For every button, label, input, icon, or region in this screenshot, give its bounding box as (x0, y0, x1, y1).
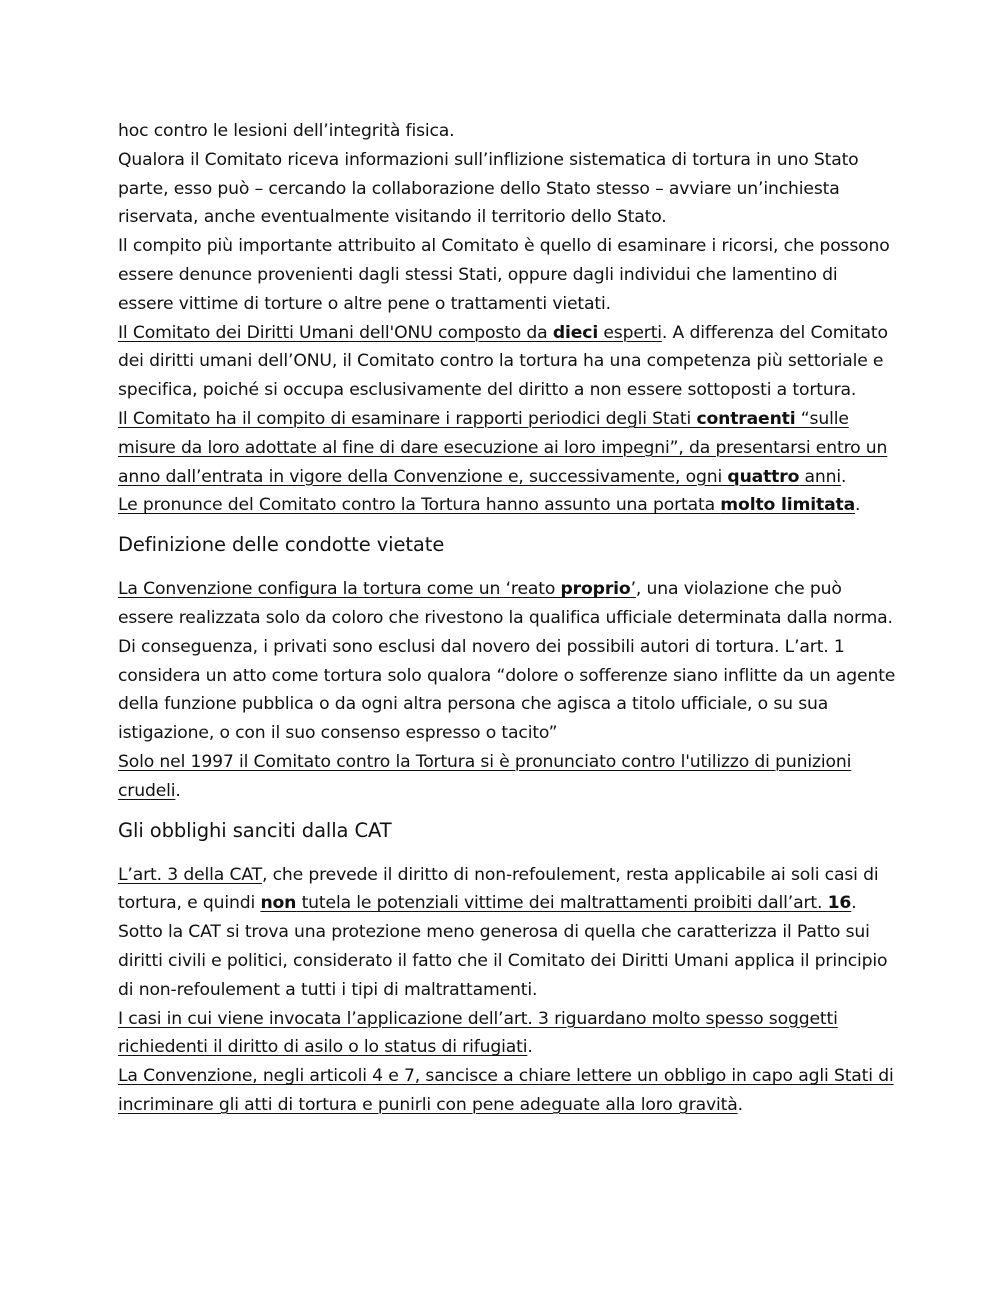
text-run: . (855, 495, 861, 516)
underlined-text: anni (799, 466, 842, 487)
paragraph (118, 1062, 898, 1120)
bold-text: dieci (552, 322, 599, 343)
underlined-text: “sulle misure da loro adottate al fine di dare esecuzione ai loro impegni”, da presentarsi entro un anno dall’entrata in vigore della Convenzione e, successivamente, ogni (118, 408, 888, 487)
paragraph (118, 491, 898, 520)
text-run: . (175, 780, 181, 801)
text-run: , una violazione che può essere realizzata solo da coloro che rivestono la qualifica ufficiale determinata dalla norma. Di conseguenza, i privati sono esclusi dal novero dei possibili autori di tortura. L’art. 1 considera un atto come tortura solo qualora “dolore o sofferenze siano inflitte da un agente della funzione pubblica o da ogni altra persona che agisca a titolo ufficiale, o su sua istigazione, o con il suo consenso espresso o tacito” (118, 579, 896, 744)
paragraph (118, 232, 898, 318)
underlined-text: La Convenzione, negli articoli 4 e 7, sancisce a chiare lettere un obbligo in capo agli Stati di incriminare gli atti di tortura e punirli con pene adeguate alla loro gravità (118, 1066, 894, 1115)
text-run: . (851, 893, 857, 914)
document-body (118, 117, 898, 1120)
text-run: . (841, 466, 847, 487)
text-run: . (737, 1094, 743, 1115)
underlined-text: Il Comitato ha il compito di esaminare i rapporti periodici degli Stati (118, 408, 697, 429)
underlined-text: L’art. 3 della CAT (118, 864, 262, 885)
underlined-text: Il Comitato dei Diritti Umani dell'ONU composto da (118, 322, 553, 343)
paragraph (118, 575, 898, 748)
paragraph (118, 918, 898, 1004)
paragraph (118, 319, 898, 405)
section-heading: Definizione delle condotte vietate (118, 533, 445, 557)
text-run: Qualora il Comitato riceva informazioni sull’inflizione sistematica di tortura in uno Stato parte, esso può – cercando la collaborazione dello Stato stesso – avviare un’inchiesta riservata, anche eventualmente visitando il territorio dello Stato. (118, 149, 859, 228)
section-heading: Gli obblighi sanciti dalla CAT (118, 818, 392, 842)
paragraph (118, 748, 898, 806)
bold-text: proprio (560, 579, 631, 600)
underlined-text: La Convenzione configura la tortura come un ‘reato (118, 579, 561, 600)
text-run: . (527, 1037, 533, 1058)
paragraph (118, 405, 898, 491)
text-run: Sotto la CAT si trova una protezione meno generosa di quella che caratterizza il Patto sui diritti civili e politici, considerato il fatto che il Comitato dei Diritti Umani applica il principio di non-refoulement a tutti i tipi di maltrattamenti. (118, 922, 888, 1000)
underlined-text: I casi in cui viene invocata l’applicazione dell’art. 3 riguardano molto spesso soggetti richiedenti il diritto di asilo o lo status di rifugiati (118, 1008, 838, 1058)
bold-text: non (260, 893, 297, 914)
underlined-text: ’ (630, 579, 636, 600)
underlined-text: Le pronunce del Comitato contro la Tortura hanno assunto una portata (118, 495, 721, 516)
paragraph (118, 146, 898, 232)
text-run: , che prevede il diritto di non-refoulement, resta applicabile ai soli casi di tortura, e quindi (118, 864, 879, 914)
bold-text: contraenti (696, 408, 796, 429)
paragraph (118, 117, 898, 146)
underlined-text: tutela le potenziali vittime dei maltrattamenti proibiti dall’art. (296, 893, 828, 914)
paragraph (118, 1005, 898, 1063)
bold-text: 16 (827, 893, 852, 914)
text-run: Il compito più importante attribuito al Comitato è quello di esaminare i ricorsi, che possono essere denunce provenienti dagli stessi Stati, oppure dagli individui che lamentino di essere vittime di torture o altre pene o trattamenti vietati. (118, 236, 890, 314)
underlined-text: Solo nel 1997 il Comitato contro la Tortura si è pronunciato contro l'utilizzo di punizioni crudeli (118, 751, 852, 801)
bold-text: quattro (727, 466, 800, 487)
paragraph (118, 861, 898, 919)
bold-text: molto limitata (720, 495, 856, 516)
text-run: . A differenza del Comitato dei diritti umani dell’ONU, il Comitato contro la tortura ha una competenza più settoriale e specifica, poiché si occupa esclusivamente del diritto a non essere sottoposti a tortura. (118, 322, 888, 401)
text-run: hoc contro le lesioni dell’integrità fisica. (118, 121, 455, 141)
underlined-text: esperti (598, 322, 662, 343)
